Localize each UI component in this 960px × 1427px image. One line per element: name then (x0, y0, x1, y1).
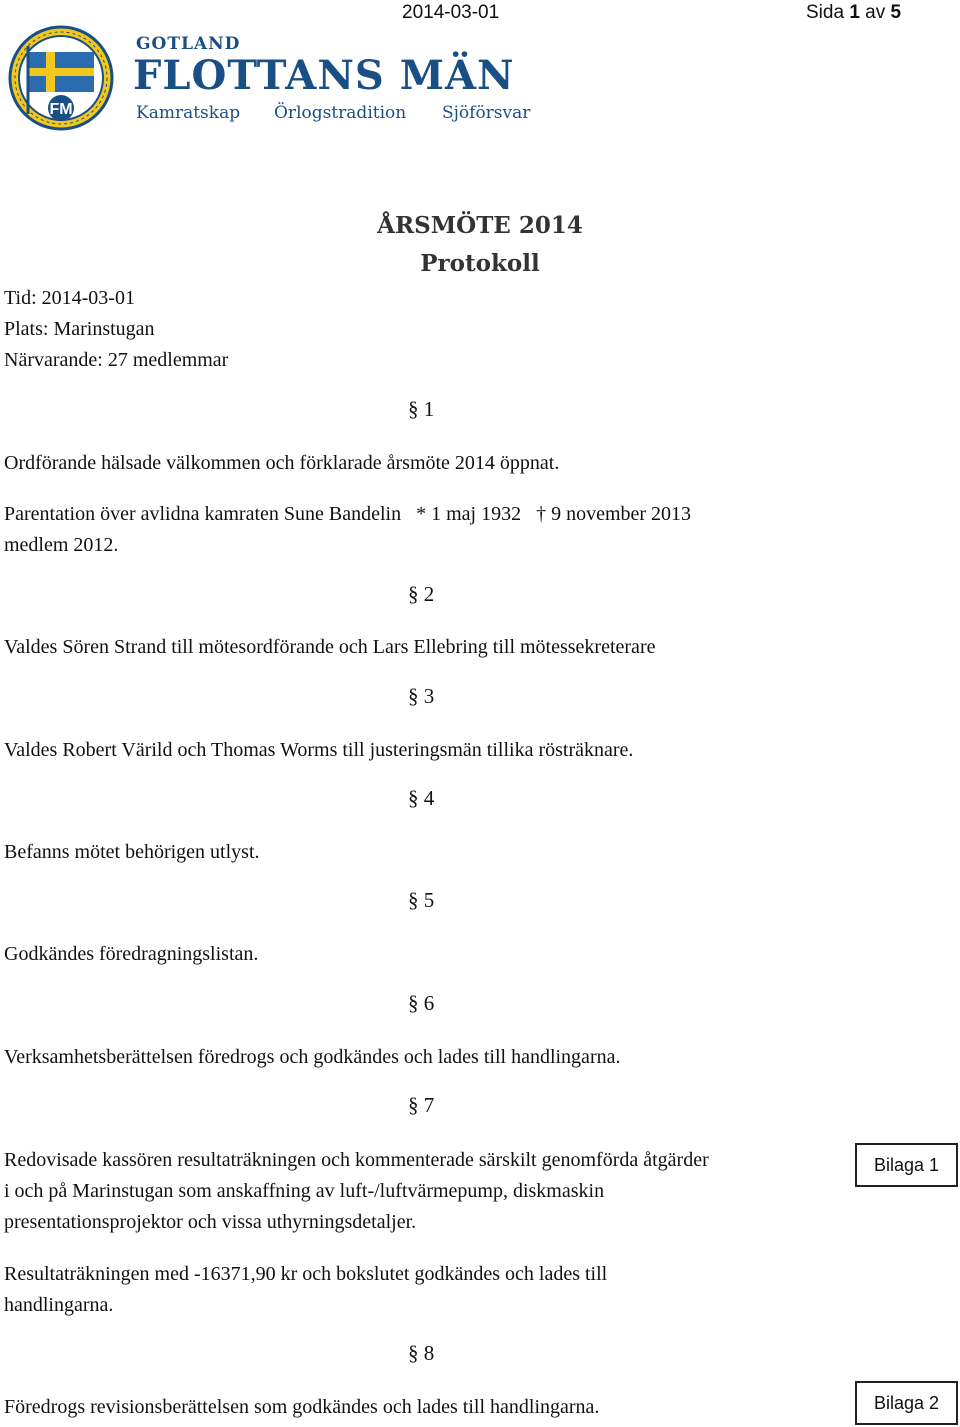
section-7-text-a2: i och på Marinstugan som anskaffning av luft-/luftvärmepump, diskmaskin (4, 1180, 605, 1202)
section-1-text-b2: medlem 2012. (4, 534, 119, 556)
section-1-text-b1: Parentation över avlidna kamraten Sune Bandelin * 1 maj 1932 † 9 november 2013 (4, 503, 692, 525)
page-number: 1 (849, 2, 860, 23)
meta-present: Närvarande: 27 medlemmar (4, 349, 229, 371)
section-1-heading: § 1 (408, 397, 435, 421)
section-8-heading: § 8 (408, 1341, 435, 1365)
page-title: ÅRSMÖTE 2014 (377, 212, 583, 239)
section-4-text: Befanns mötet behörigen utlyst. (4, 841, 260, 863)
attachment-label-1: Bilaga 1 (855, 1143, 958, 1187)
header-date: 2014-03-01 (402, 2, 500, 23)
logo-name: FLOTTANS MÄN (133, 52, 515, 99)
logo-motto-3: Sjöförsvar (442, 103, 531, 123)
section-4-heading: § 4 (408, 786, 435, 810)
meta-time: Tid: 2014-03-01 (4, 287, 135, 309)
section-1-text-a: Ordförande hälsade välkommen och förklarade årsmöte 2014 öppnat. (4, 452, 560, 474)
section-3-heading: § 3 (408, 684, 435, 708)
section-5-text: Godkändes föredragningslistan. (4, 943, 259, 965)
section-7-text-a1: Redovisade kassören resultaträkningen och kommenterade särskilt genomförda åtgärder (4, 1149, 709, 1171)
logo-motto-2: Örlogstradition (274, 103, 407, 123)
section-2-text: Valdes Sören Strand till mötesordförande och Lars Ellebring till mötessekreterare (4, 636, 656, 658)
page-total: 5 (890, 2, 902, 23)
logo-motto-1: Kamratskap (136, 103, 241, 123)
logo-emblem (6, 22, 116, 134)
page-of: av (865, 2, 886, 23)
section-7-text-a3: presentationsprojektor och vissa uthyrningsdetaljer. (4, 1211, 417, 1233)
section-6-text: Verksamhetsberättelsen föredrogs och godkändes och lades till handlingarna. (4, 1046, 621, 1068)
meta-place: Plats: Marinstugan (4, 318, 155, 340)
page-subtitle: Protokoll (420, 250, 540, 277)
section-7-text-b1: Resultaträkningen med -16371,90 kr och bokslutet godkändes och lades till (4, 1263, 608, 1285)
section-2-heading: § 2 (408, 582, 435, 606)
page-indicator (806, 2, 901, 24)
section-8-text: Föredrogs revisionsberättelsen som godkändes och lades till handlingarna. (4, 1396, 600, 1418)
logo-region: GOTLAND (136, 34, 241, 54)
svg-text:FM: FM (49, 101, 73, 118)
section-5-heading: § 5 (408, 888, 435, 912)
emblem-icon (6, 22, 116, 134)
section-7-heading: § 7 (408, 1093, 435, 1117)
attachment-label-2: Bilaga 2 (855, 1381, 958, 1425)
section-7-text-b2: handlingarna. (4, 1294, 114, 1316)
section-3-text: Valdes Robert Värild och Thomas Worms till justeringsmän tillika rösträknare. (4, 739, 634, 761)
page-prefix: Sida (806, 2, 845, 23)
section-6-heading: § 6 (408, 991, 435, 1015)
